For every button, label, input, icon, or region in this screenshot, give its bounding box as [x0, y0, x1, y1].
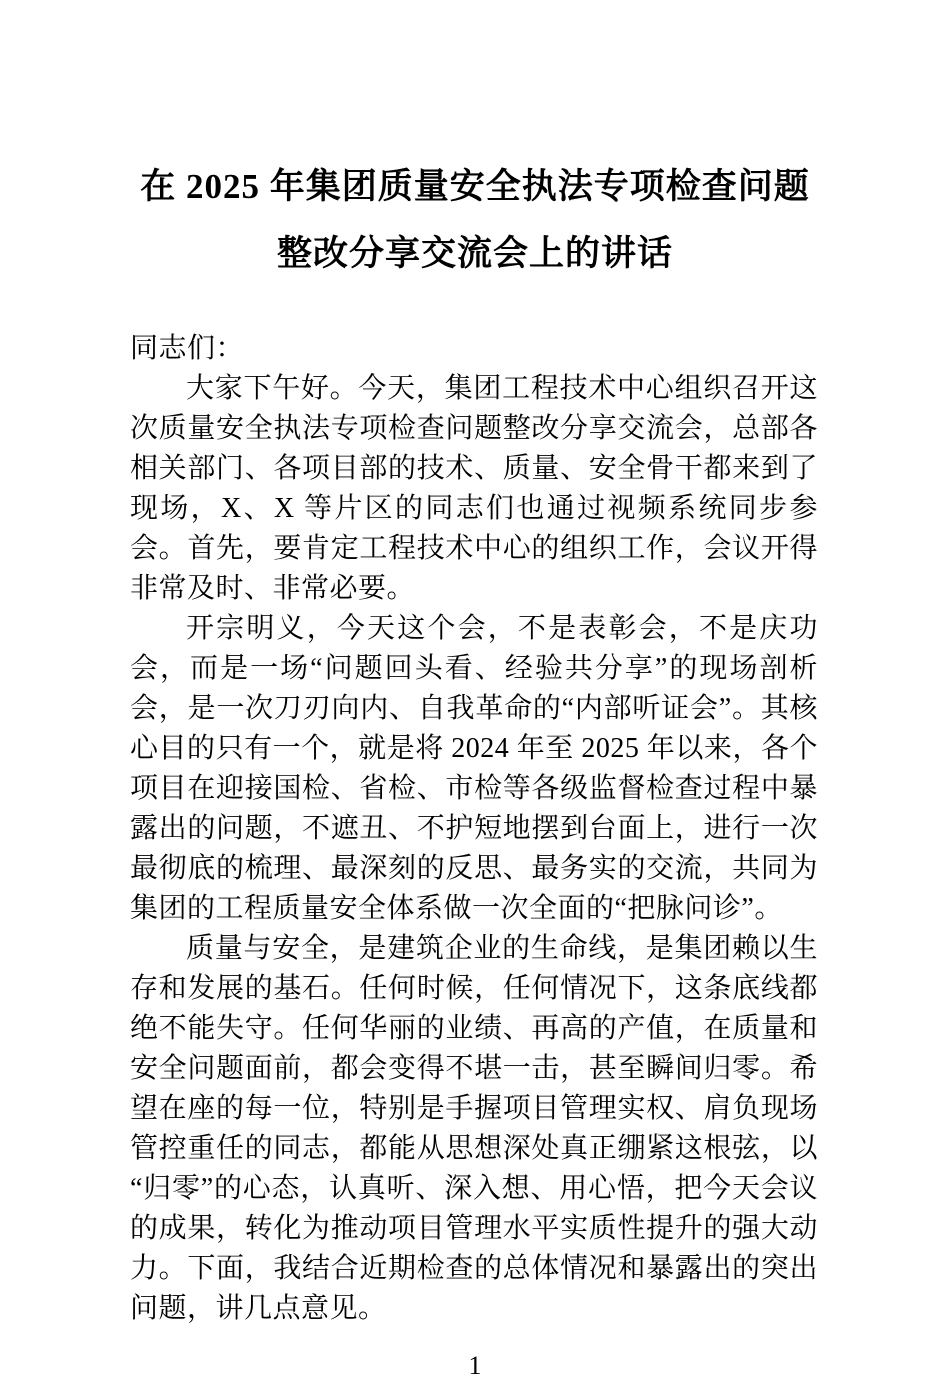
paragraph-3: 质量与安全，是建筑企业的生命线，是集团赖以生存和发展的基石。任何时候，任何情况下，这条底线都绝不能失守。任何华丽的业绩、再高的产值，在质量和安全问题面前，都会变得不堪一击，甚至瞬间归零。希望在座的每一位，特别是手握项目管理实权、肩负现场管控重任的同志，都能从思想深处真正绷紧这根弦，以“归零”的心态，认真听、深入想、用心悟，把今天会议的成果，转化为推动项目管理水平实质性提升的强大动力。下面，我结合近期检查的总体情况和暴露出的突出问题，讲几点意见。 [130, 933, 818, 1324]
salutation: 同志们： [130, 333, 245, 364]
paragraph-2: 开宗明义，今天这个会，不是表彰会，不是庆功会，而是一场“问题回头看、经验共分享”的现场剖析会，是一次刀刃向内、自我革命的“内部听证会”。其核心目的只有一个，就是将 2024 年至 2025 年以来，各个项目在迎接国检、省检、市检等各级监督检查过程中暴露出的问题，不遮丑、不护短地摆到台面上，进行一次最彻底的梳理、最深刻的反思、最务实的交流，共同为集团的工程质量安全体系做一次全面的“把脉问诊”。 [130, 613, 818, 924]
paragraph-1: 大家下午好。今天，集团工程技术中心组织召开这次质量安全执法专项检查问题整改分享交流会，总部各相关部门、各项目部的技术、质量、安全骨干都来到了现场，X、X 等片区的同志们也通过视频系统同步参会。首先，要肯定工程技术中心的组织工作，会议开得非常及时、非常必要。 [130, 373, 818, 604]
document-body [130, 329, 818, 1329]
document-title-line-1: 在 2025 年集团质量安全执法专项检查问题 [140, 167, 810, 206]
page-footer [0, 1351, 950, 1381]
document-title [115, 153, 835, 287]
page-number: 1 [468, 1351, 482, 1380]
document-title-line-2: 整改分享交流会上的讲话 [276, 234, 673, 273]
